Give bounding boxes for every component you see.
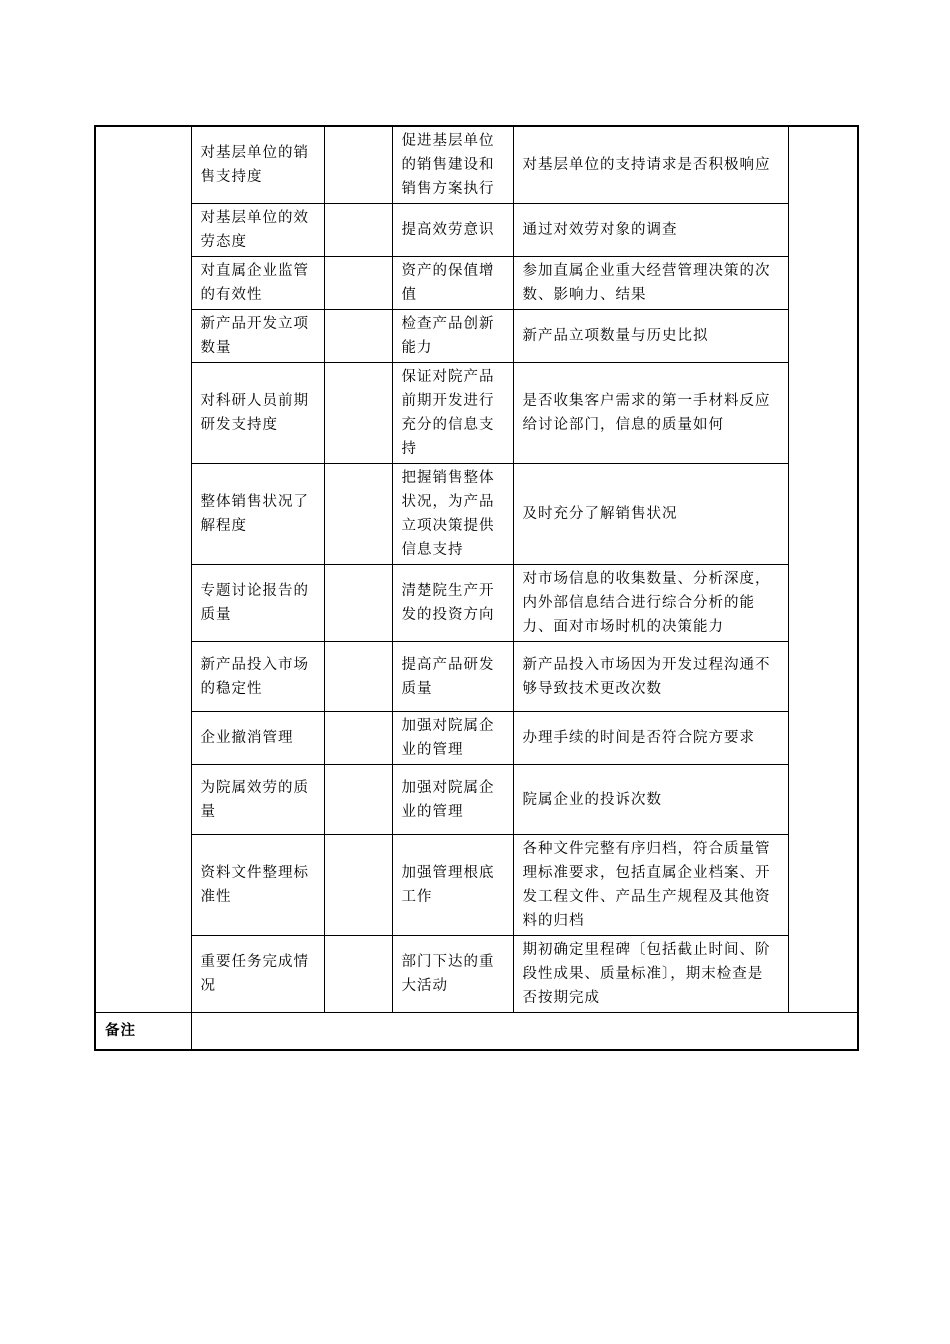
goal-cell: 清楚院生产开发的投资方向 [392,565,513,642]
weight-cell [324,126,392,204]
standard-cell: 各种文件完整有序归档，符合质量管理标准要求，包括直属企业档案、开发工程文件、产品生产规程及其他资料的归档 [513,835,788,936]
notes-label: 备注 [95,1013,191,1051]
table-row [95,835,858,936]
goal-cell: 保证对院产品前期开发进行充分的信息支持 [392,363,513,464]
standard-cell: 对市场信息的收集数量、分析深度，内外部信息结合进行综合分析的能力、面对市场时机的决策能力 [513,565,788,642]
goal-cell: 加强对院属企业的管理 [392,712,513,765]
indicator-cell: 整体销售状况了解程度 [191,464,324,565]
weight-cell [324,310,392,363]
weight-cell [324,257,392,310]
goal-cell: 促进基层单位的销售建设和销售方案执行 [392,126,513,204]
goal-cell: 部门下达的重大活动 [392,936,513,1013]
table-row [95,126,858,204]
indicator-cell: 对科研人员前期研发支持度 [191,363,324,464]
standard-cell: 院属企业的投诉次数 [513,765,788,835]
standard-cell: 新产品投入市场因为开发过程沟通不够导致技术更改次数 [513,642,788,712]
standard-cell: 期初确定里程碑〔包括截止时间、阶段性成果、质量标准〕，期末检查是否按期完成 [513,936,788,1013]
category-cell [95,126,191,1013]
standard-cell: 办理手续的时间是否符合院方要求 [513,712,788,765]
weight-cell [324,835,392,936]
notes-value [191,1013,858,1051]
table-row [95,565,858,642]
goal-cell: 资产的保值增值 [392,257,513,310]
table-row [95,642,858,712]
indicator-cell: 专题讨论报告的质量 [191,565,324,642]
goal-cell: 检查产品创新能力 [392,310,513,363]
indicator-cell: 新产品开发立项数量 [191,310,324,363]
weight-cell [324,712,392,765]
goal-cell: 提高效劳意识 [392,204,513,257]
table-row [95,464,858,565]
indicator-cell: 企业撤消管理 [191,712,324,765]
goal-cell: 把握销售整体状况，为产品立项决策提供信息支持 [392,464,513,565]
table-row [95,765,858,835]
standard-cell: 是否收集客户需求的第一手材料反应给讨论部门，信息的质量如何 [513,363,788,464]
weight-cell [324,464,392,565]
weight-cell [324,204,392,257]
goal-cell: 提高产品研发质量 [392,642,513,712]
indicator-cell: 重要任务完成情况 [191,936,324,1013]
score-cell [788,126,858,1013]
indicator-cell: 对基层单位的效劳态度 [191,204,324,257]
weight-cell [324,765,392,835]
notes-row [95,1013,858,1051]
table-row [95,712,858,765]
weight-cell [324,642,392,712]
standard-cell: 通过对效劳对象的调查 [513,204,788,257]
goal-cell: 加强对院属企业的管理 [392,765,513,835]
standard-cell: 对基层单位的支持请求是否积极响应 [513,126,788,204]
standard-cell: 新产品立项数量与历史比拟 [513,310,788,363]
weight-cell [324,363,392,464]
goal-cell: 加强管理根底工作 [392,835,513,936]
weight-cell [324,936,392,1013]
standard-cell: 参加直属企业重大经营管理决策的次数、影响力、结果 [513,257,788,310]
weight-cell [324,565,392,642]
table-row [95,936,858,1013]
table-row [95,310,858,363]
indicator-cell: 新产品投入市场的稳定性 [191,642,324,712]
indicator-cell: 资料文件整理标准性 [191,835,324,936]
standard-cell: 及时充分了解销售状况 [513,464,788,565]
table-row [95,363,858,464]
table-row [95,257,858,310]
table-row [95,204,858,257]
kpi-table [94,125,859,1051]
indicator-cell: 为院属效劳的质量 [191,765,324,835]
indicator-cell: 对基层单位的销售支持度 [191,126,324,204]
indicator-cell: 对直属企业监管的有效性 [191,257,324,310]
